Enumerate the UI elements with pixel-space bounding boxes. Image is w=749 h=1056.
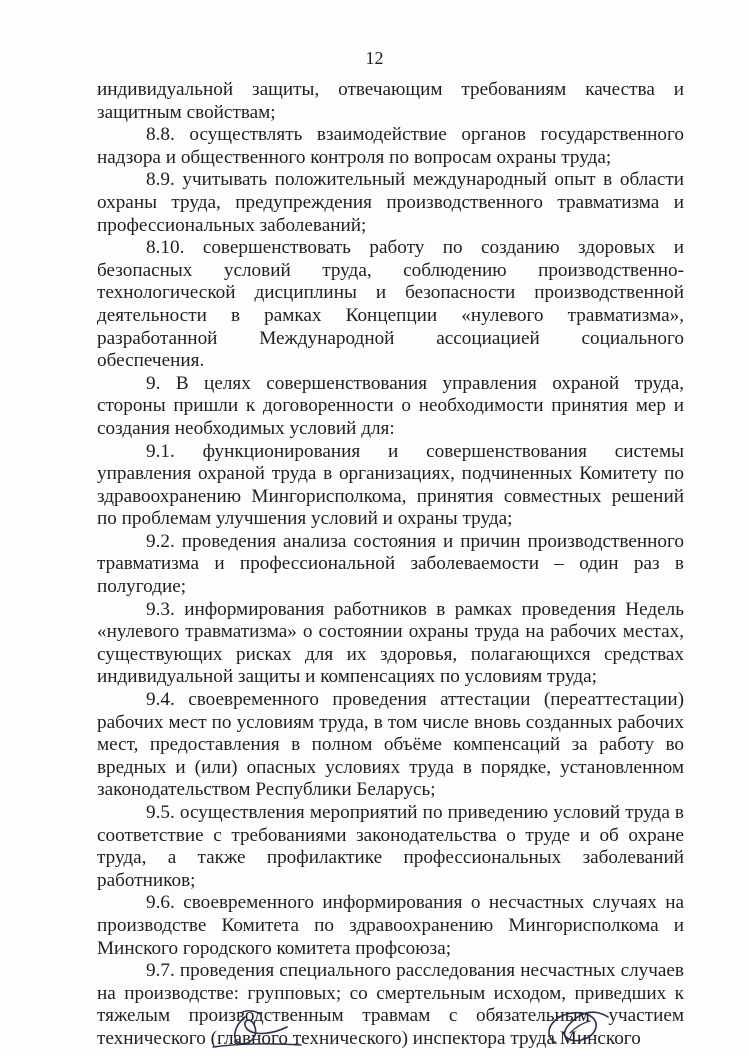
paragraph-9-7: 9.7. проведения специального расследования несчастных случаев на производстве: групповых; со смертельным исходом, приведших к тяжелым производственным травмам с обязательным участием технического (главного технического) инспектора труда Минского bbox=[97, 960, 684, 1049]
paragraph-8-8: 8.8. осуществлять взаимодействие органов государственного надзора и общественного контроля по вопросам охраны труда; bbox=[97, 124, 684, 168]
paragraph-9-6: 9.6. своевременного информирования о несчастных случаях на производстве Комитета по здравоохранению Мингорисполкома и Минского городского комитета профсоюза; bbox=[97, 892, 684, 959]
paragraph-continuation: индивидуальной защиты, отвечающим требованиям качества и защитным свойствам; bbox=[97, 79, 684, 123]
page-number: 12 bbox=[365, 48, 384, 68]
paragraph-9-1: 9.1. функционирования и совершенствования системы управления охраной труда в организациях, подчиненных Комитету по здравоохранению Мингорисполкома, принятия совместных решений по проблемам улучшения условий и охраны труда; bbox=[97, 440, 684, 530]
paragraph-9-2: 9.2. проведения анализа состояния и причин производственного травматизма и профессиональной заболеваемости – один раз в полугодие; bbox=[97, 530, 684, 598]
paragraph-8-9: 8.9. учитывать положительный международный опыт в области охраны труда, предупреждения производственного травматизма и профессиональных заболеваний; bbox=[97, 169, 684, 236]
body-text bbox=[97, 79, 684, 1051]
paragraph-9-5: 9.5. осуществления мероприятий по приведению условий труда в соответствие с требованиями законодательства о труде и об охране труда, а также профилактике профессиональных заболеваний работников; bbox=[97, 802, 684, 891]
signature-left bbox=[205, 1003, 305, 1053]
signature-right bbox=[536, 1003, 616, 1053]
paragraph-8-10: 8.10. совершенствовать работу по созданию здоровых и безопасных условий труда, соблюдению производственно-технологической дисциплины и безопасности производственной деятельности в рамках Концепции «нулевого травматизма», разработанной Международной ассоциацией социального обеспечения. bbox=[97, 237, 684, 372]
paragraph-9: 9. В целях совершенствования управления охраной труда, стороны пришли к договоренности о необходимости принятия мер и создания необходимых условий для: bbox=[97, 372, 684, 439]
paragraph-9-4: 9.4. своевременного проведения аттестации (переаттестации) рабочих мест по условиям труда, в том числе вновь созданных рабочих мест, предоставления в полном объёме компенсаций за работу во вредных и (или) опасных условиях труда в порядке, установленном законодательством Республики Беларусь; bbox=[97, 689, 684, 801]
paragraph-9-3: 9.3. информирования работников в рамках проведения Недель «нулевого травматизма» о состоянии охраны труда на рабочих местах, существующих рисках для их здоровья, полагающихся средствах индивидуальной защиты и компенсациях по условиям труда; bbox=[97, 598, 684, 688]
